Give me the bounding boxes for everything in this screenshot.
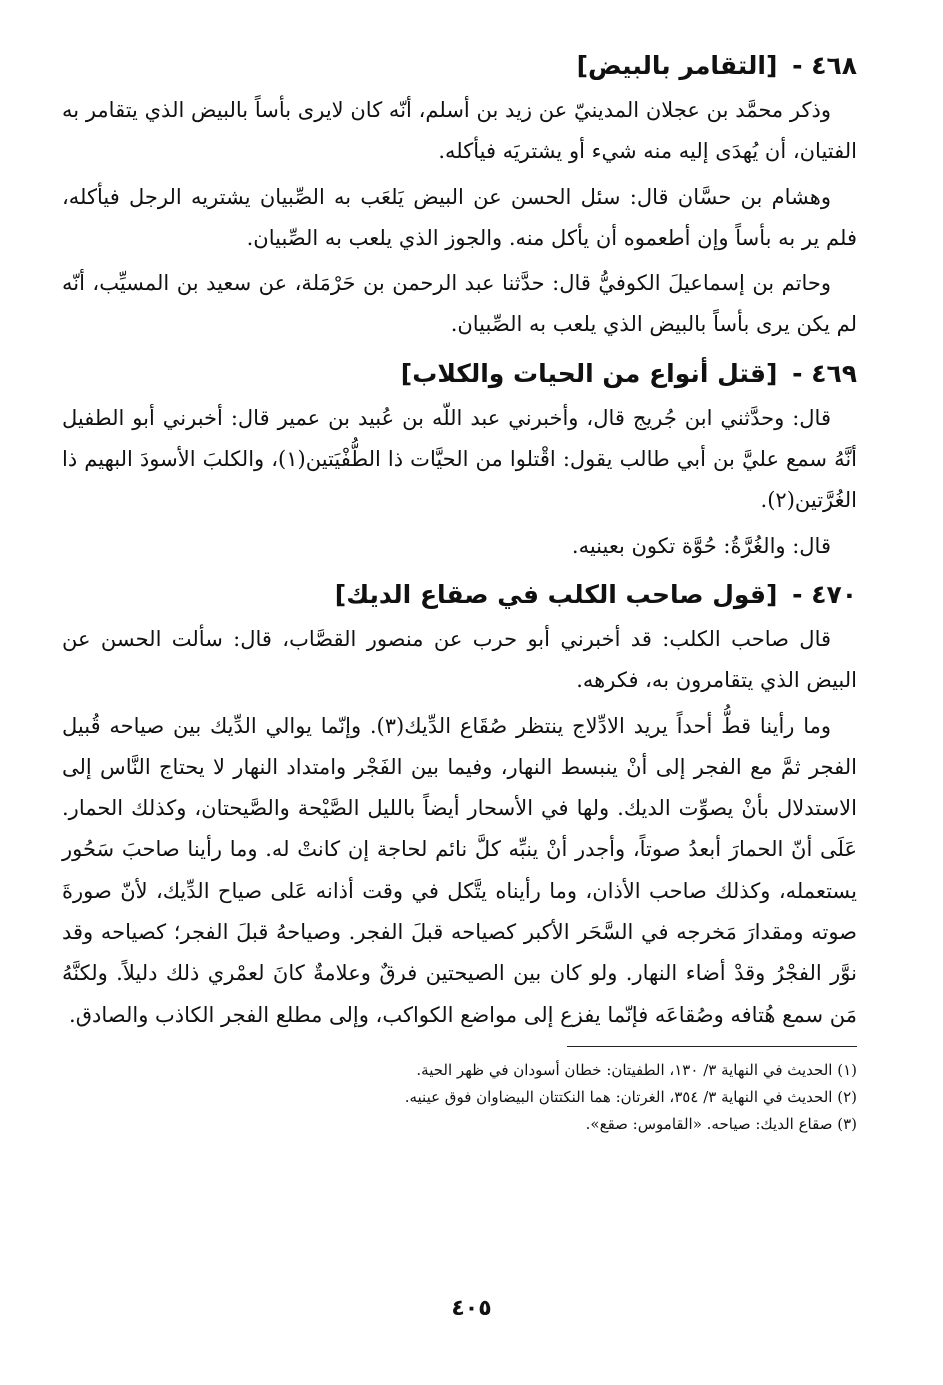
section-title: [التقامر بالبيض]: [576, 51, 778, 80]
section-heading: [62, 48, 857, 84]
section-number: ٤٦٨ -: [792, 51, 857, 80]
section-title: [قول صاحب الكلب في صقاع الديك]: [334, 579, 778, 609]
section-title: [قتل أنواع من الحيات والكلاب]: [400, 358, 778, 388]
footnote: (١) الحديث في النهاية ٣/ ١٣٠، الطفيتان: خطان أسودان في ظهر الحية.: [416, 1060, 857, 1079]
paragraph: وما رأينا قطُّ أحداً يريد الادِّلاج ينتظر صُقَاع الدِّيك(٣). وإنّما يوالي الدِّيك بين صياحه قُبيل الفجر ثمَّ مع الفجر إلى أنْ ينبسط النهار، وفيما بين الفَجْر وامتداد النهار لا يحتاج النَّاس إلى الاستدلال بأنْ يصوِّت الديك. ولها في الأسحار أيضاً بالليل الصَّيْحة والصَّيحتان، وكذلك الحمار. عَلَى أنّ الحمارَ أبعدُ صوتاً، وأجدر أنْ ينبِّه كلَّ نائم لحاجة إن كانتْ له. وما رأينا صاحبَ سَحُور يستعمله، وكذلك صاحب الأذان، وما رأيناه يتَّكل في وقت أذانه عَلى صياح الدِّيك، لأنّ صورةَ صوته ومقدارَ مَخرجه في السَّحَر الأكبر كصياحه قبلَ الفجر. وصياحهُ قبلَ الفجر؛ كصياحه وقد نوَّر الفجْرُ وقدْ أضاء النهار. ولو كان بين الصيحتين فرقٌ وعلامةٌ كانَ لعمْري ذلك دليلاً. ولكنَّهُ مَن سمع هُتافه وصُقاعَه فإنّما يفزع إلى مواضع الكواكب، وإلى مطلع الفجر الكاذب والصادق.: [62, 713, 857, 1027]
section-470: [62, 577, 857, 1036]
footnotes: [62, 1057, 857, 1138]
page-number: ٤٠٥: [451, 1296, 492, 1321]
paragraph: قال صاحب الكلب: قد أخبرني أبو حرب عن منصور القصَّاب، قال: سألت الحسن عن البيض الذي يتقامرون به، فكرهه.: [62, 626, 857, 693]
section-468: [62, 48, 857, 346]
section-469: [62, 356, 857, 567]
footnote: (٢) الحديث في النهاية ٣/ ٣٥٤، الغرتان: هما النكتتان البيضاوان فوق عينيه.: [404, 1087, 857, 1106]
paragraph: قال: وحدَّثني ابن جُريج قال، وأخبرني عبد اللّه بن عُبيد بن عمير قال: أخبرني أبو الطفيل أنَّهُ سمع عليَّ بن أبي طالب يقول: اقْتلوا من الحيَّات ذا الطُّفْيَتين(١)، والكلبَ الأسودَ البهيم ذا الغُرَّتين(٢).: [62, 405, 858, 513]
footnote-divider: [62, 1046, 857, 1047]
paragraph: وحاتم بن إسماعيلَ الكوفيُّ قال: حدَّثنا عبد الرحمن بن حَرْمَلة، عن سعيد بن المسيِّب، أنّه لم يكن يرى بأساً بالبيض الذي يلعب به الصِّبيان.: [62, 271, 857, 337]
paragraph: قال: والغُرَّةُ: حُوَّة تكون بعينيه.: [571, 533, 831, 558]
section-heading: [62, 577, 857, 613]
footnote: (٣) صقاع الديك: صياحه. «القاموس: صقع».: [585, 1114, 857, 1133]
section-number: ٤٧٠ -: [792, 579, 857, 609]
section-heading: [62, 356, 857, 392]
paragraph: وذكر محمَّد بن عجلان المدينيّ عن زيد بن أسلم، أنّه كان لايرى بأساً بالبيض الذي يتقامر به الفتيان، أن يُهدَى إليه منه شيء أو يشتريَه فيأكله.: [62, 98, 857, 164]
paragraph: وهشام بن حسَّان قال: سئل الحسن عن البيض يَلعَب به الصِّبيان يشتريه الرجل فيأكله، فلم ير به بأساً وإن أطعموه أن يأكل منه. والجوز الذي يلعب به الصِّبيان.: [62, 184, 857, 250]
section-number: ٤٦٩ -: [792, 358, 857, 388]
